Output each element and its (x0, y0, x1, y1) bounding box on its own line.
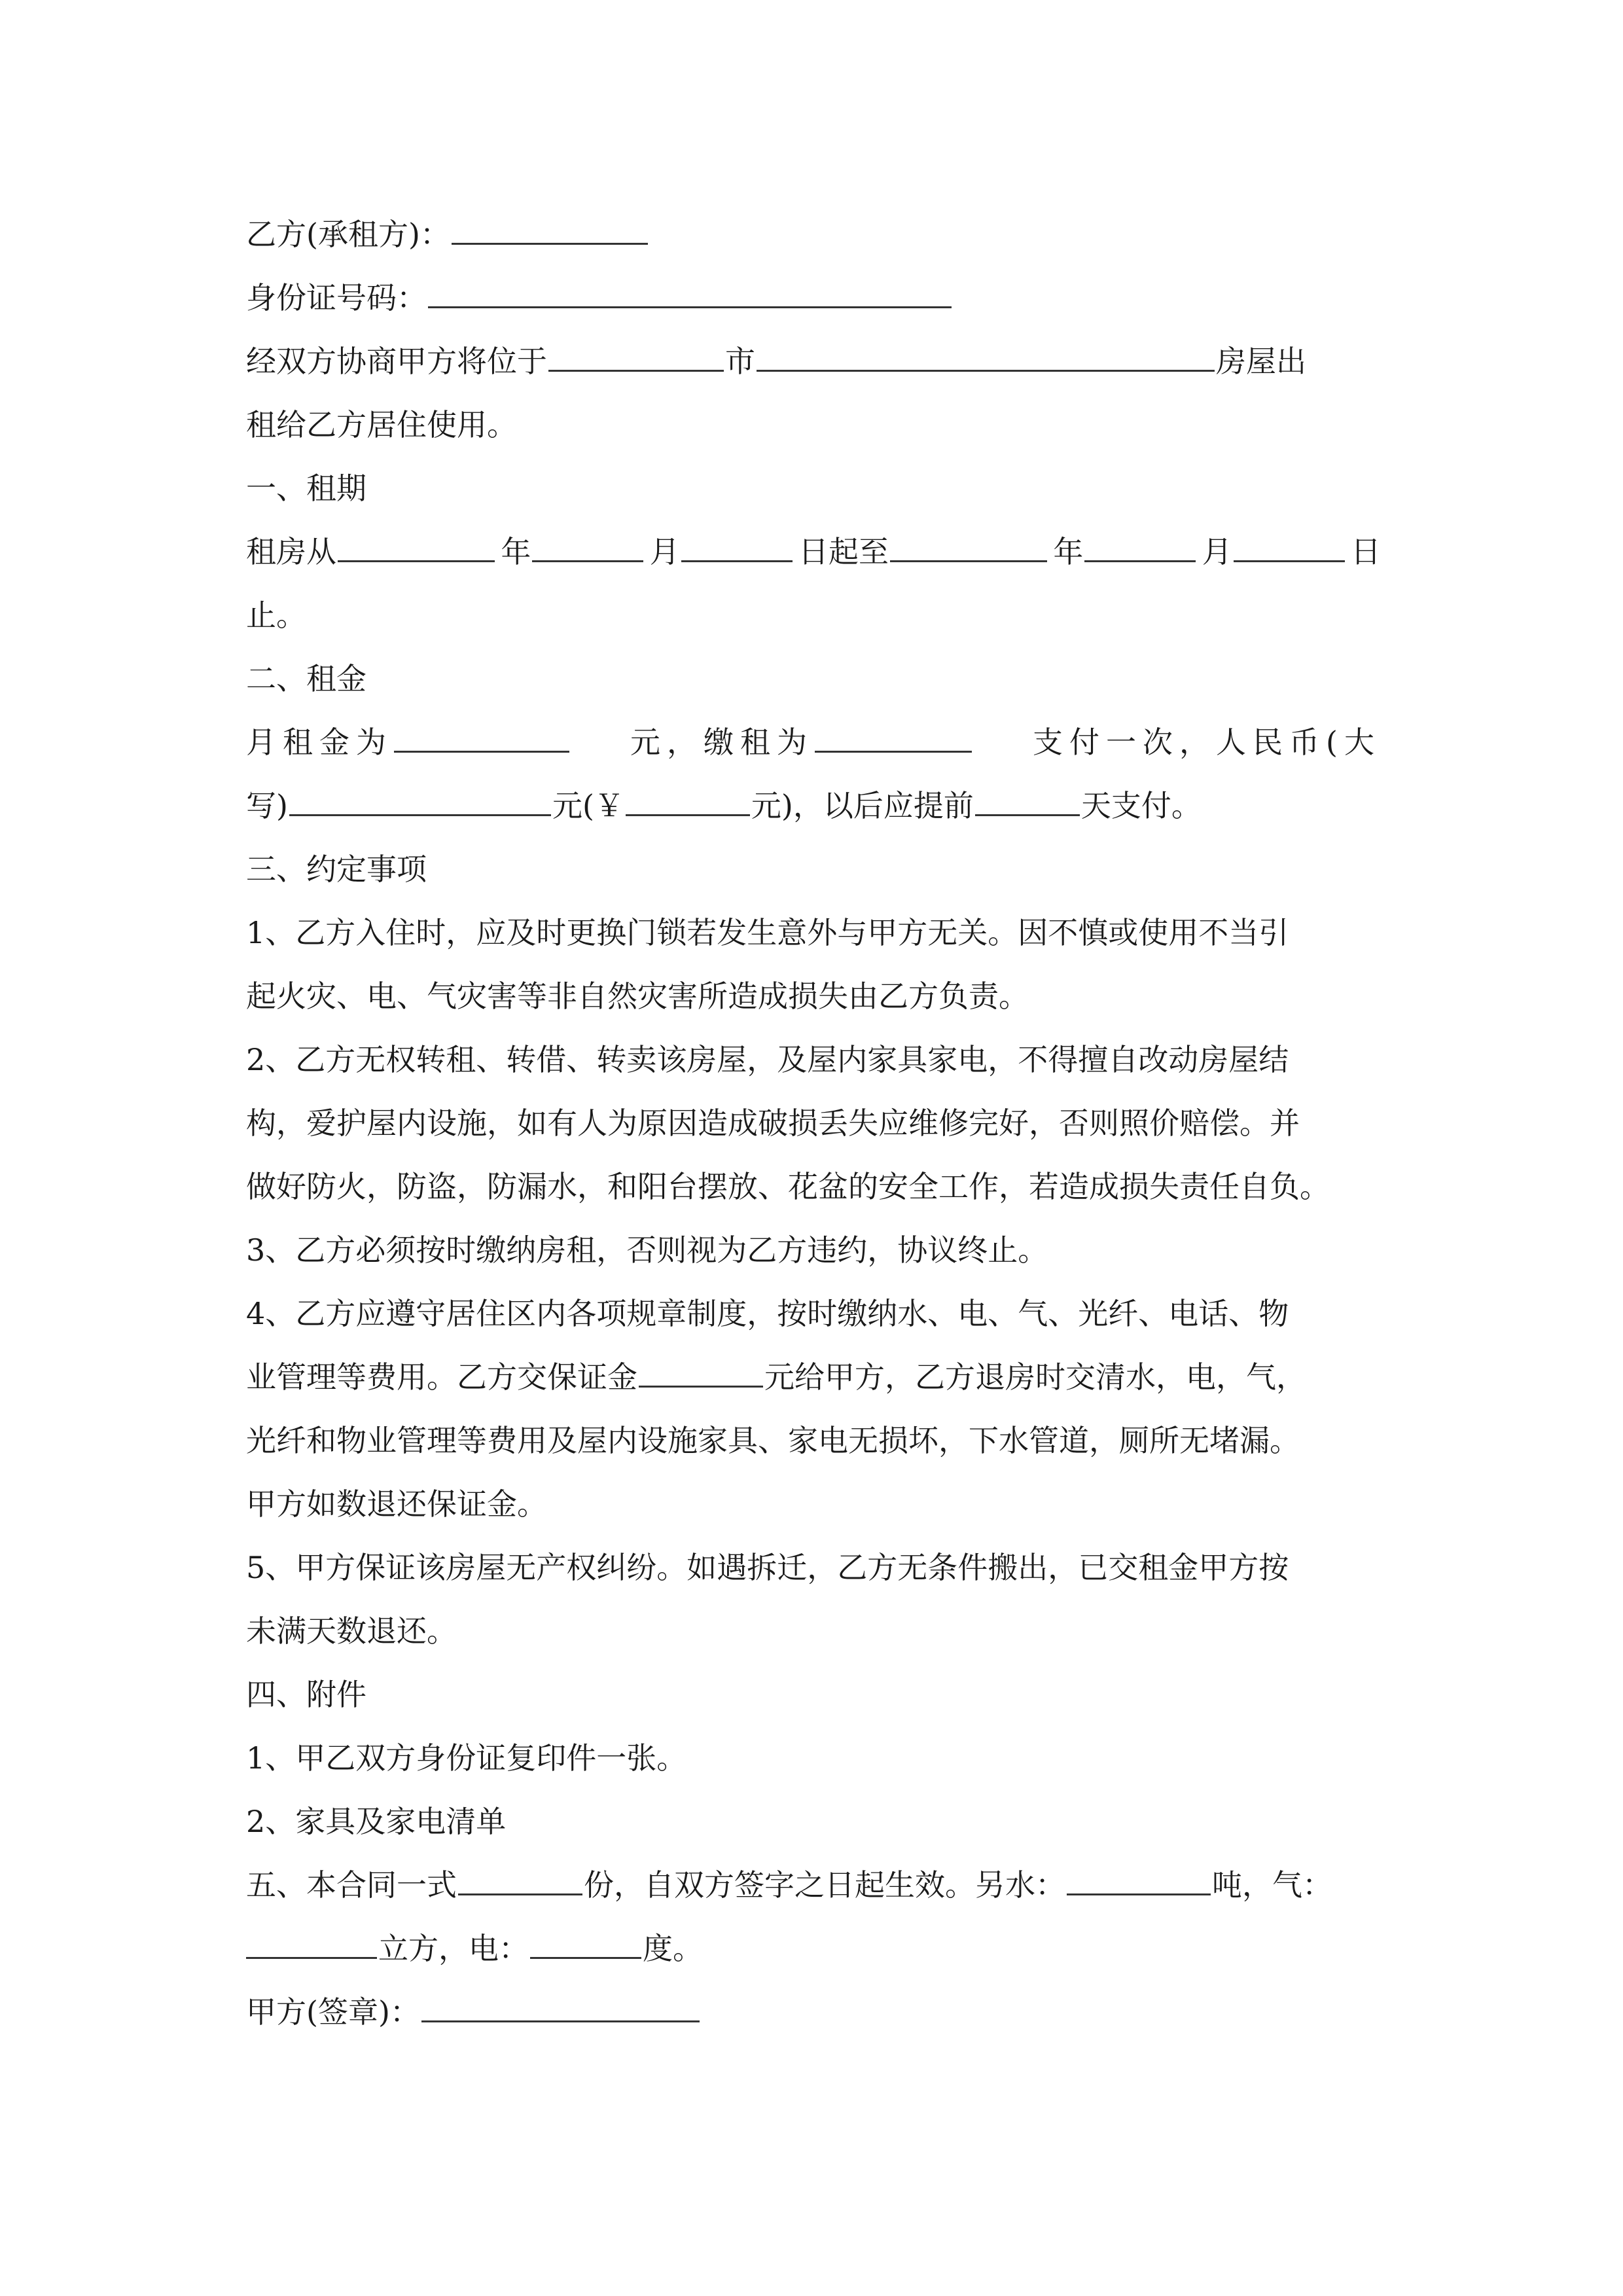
clause-line (246, 1473, 1381, 1536)
year-label: 年 (501, 534, 531, 569)
rent-line (246, 711, 1381, 774)
days-label: 天支付。 (1080, 788, 1202, 823)
tenant-name-blank[interactable] (452, 206, 648, 245)
rmb-label: 支付一次，人民币(大 (1033, 725, 1381, 760)
lease-dates-line (246, 520, 1381, 584)
location-line (246, 330, 1381, 393)
start-day-blank[interactable] (681, 524, 793, 562)
tenant-line (246, 203, 1381, 266)
month-label: 月 (1202, 534, 1232, 569)
clause-line (246, 1155, 1381, 1219)
clause-text: 4、乙方应遵守居住区内各项规章制度，按时缴纳水、电、气、光纤、电话、物 (246, 1296, 1289, 1331)
year-label: 年 (1053, 534, 1084, 569)
end-year-blank[interactable] (890, 524, 1047, 562)
lease-from-label: 租房从 (246, 534, 336, 569)
day-label: 日 (1350, 534, 1381, 569)
gas-blank[interactable] (246, 1920, 377, 1959)
deposit-label: 业管理等费用。乙方交保证金 (246, 1359, 637, 1395)
monthly-rent-label: 月租金为 (246, 725, 393, 760)
address-blank[interactable] (757, 333, 1215, 372)
attachment-item (246, 1727, 1381, 1790)
landlord-signature-label: 甲方(签章)： (246, 1994, 420, 2030)
usage-text: 租给乙方居住使用。 (246, 407, 517, 442)
copies-line (246, 1854, 1381, 1917)
water-blank[interactable] (1067, 1857, 1211, 1895)
id-number-blank[interactable] (428, 270, 952, 308)
section-heading: 一、租期 (246, 471, 366, 506)
clause-line (246, 1028, 1381, 1092)
clause-text: 甲方如数退还保证金。 (246, 1486, 547, 1522)
clause-line (246, 1219, 1381, 1282)
clause-line (246, 965, 1381, 1028)
until-label: 日起至 (798, 534, 889, 569)
id-number-line (246, 266, 1381, 330)
payment-period-label: 元，缴租为 (630, 725, 814, 760)
clause-text: 做好防火，防盗，防漏水，和阳台摆放、花盆的安全工作，若造成损失责任自负。 (246, 1169, 1330, 1204)
end-month-blank[interactable] (1084, 524, 1196, 562)
clause-line (246, 901, 1381, 965)
usage-line (246, 393, 1381, 457)
clause-text: 2、乙方无权转租、转借、转卖该房屋，及屋内家具家电，不得擅自改动房屋结 (246, 1042, 1289, 1077)
lease-end-text: 止。 (246, 598, 306, 633)
start-month-blank[interactable] (532, 524, 643, 562)
landlord-signature-line (246, 1981, 1381, 2044)
clause-text: 1、乙方入住时，应及时更换门锁若发生意外与甲方无关。因不慎或使用不当引 (246, 915, 1289, 950)
month-label: 月 (649, 534, 680, 569)
capital-label: 写) (246, 788, 288, 823)
advance-label: 元)，以后应提前 (751, 788, 974, 823)
end-day-blank[interactable] (1234, 524, 1345, 562)
deposit-line (246, 1346, 1381, 1409)
clause-text: 构，爱护屋内设施，如有人为原因造成破损丢失应维修完好，否则照价赔偿。并 (246, 1105, 1300, 1141)
gas-electric-label: 立方，电： (378, 1931, 529, 1966)
water-gas-label: 吨，气： (1212, 1867, 1332, 1903)
start-year-blank[interactable] (338, 524, 495, 562)
deposit-text: 元给甲方，乙方退房时交清水，电，气， (764, 1359, 1306, 1395)
section-heading: 三、约定事项 (246, 852, 427, 887)
attachment-item (246, 1790, 1381, 1854)
copies-label: 五、本合同一式 (246, 1867, 457, 1903)
location-text-2: 市 (725, 344, 755, 379)
clause-text: 起火灾、电、气灾害等非自然灾害所造成损失由乙方负责。 (246, 978, 1029, 1014)
clause-line (246, 1092, 1381, 1155)
clause-text: 5、甲方保证该房屋无产权纠纷。如遇拆迁，乙方无条件搬出，已交租金甲方按 (246, 1550, 1289, 1585)
clause-text: 光纤和物业管理等费用及屋内设施家具、家电无损坏，下水管道，厕所无堵漏。 (246, 1423, 1300, 1458)
section-attachments (246, 1663, 1381, 1727)
clause-line (246, 1282, 1381, 1346)
clause-text: 未满天数退还。 (246, 1613, 457, 1649)
copies-blank[interactable] (458, 1857, 582, 1895)
contract-page (246, 203, 1381, 2044)
location-text-3: 房屋出 (1216, 344, 1306, 379)
effective-text: 份，自双方签字之日起生效。另水： (584, 1867, 1065, 1903)
yuan-label: 元(￥ (552, 788, 624, 823)
clause-line (246, 1536, 1381, 1600)
capital-amount-blank[interactable] (289, 778, 551, 816)
rent-amount-line (246, 774, 1381, 838)
clause-line (246, 1600, 1381, 1663)
location-text-1: 经双方协商甲方将位于 (246, 344, 547, 379)
attachment-text: 2、家具及家电清单 (246, 1804, 507, 1839)
city-blank[interactable] (548, 333, 724, 372)
clause-text: 3、乙方必须按时缴纳房租，否则视为乙方违约，协议终止。 (246, 1232, 1048, 1268)
payment-period-blank[interactable] (815, 714, 972, 753)
section-heading: 二、租金 (246, 661, 366, 696)
deposit-blank[interactable] (639, 1349, 763, 1388)
landlord-signature-blank[interactable] (421, 1984, 700, 2022)
degree-label: 度。 (643, 1931, 703, 1966)
clause-line (246, 1409, 1381, 1473)
id-number-label: 身份证号码： (246, 280, 427, 315)
attachment-text: 1、甲乙双方身份证复印件一张。 (246, 1740, 687, 1776)
advance-days-blank[interactable] (975, 778, 1080, 816)
lease-end-line (246, 584, 1381, 647)
tenant-label: 乙方(承租方)： (246, 217, 450, 252)
section-heading: 四、附件 (246, 1677, 366, 1712)
meter-line (246, 1917, 1381, 1981)
numeric-amount-blank[interactable] (626, 778, 750, 816)
electric-blank[interactable] (530, 1920, 641, 1959)
monthly-rent-blank[interactable] (394, 714, 569, 753)
section-terms (246, 838, 1381, 901)
section-lease-term (246, 457, 1381, 520)
section-rent (246, 647, 1381, 711)
